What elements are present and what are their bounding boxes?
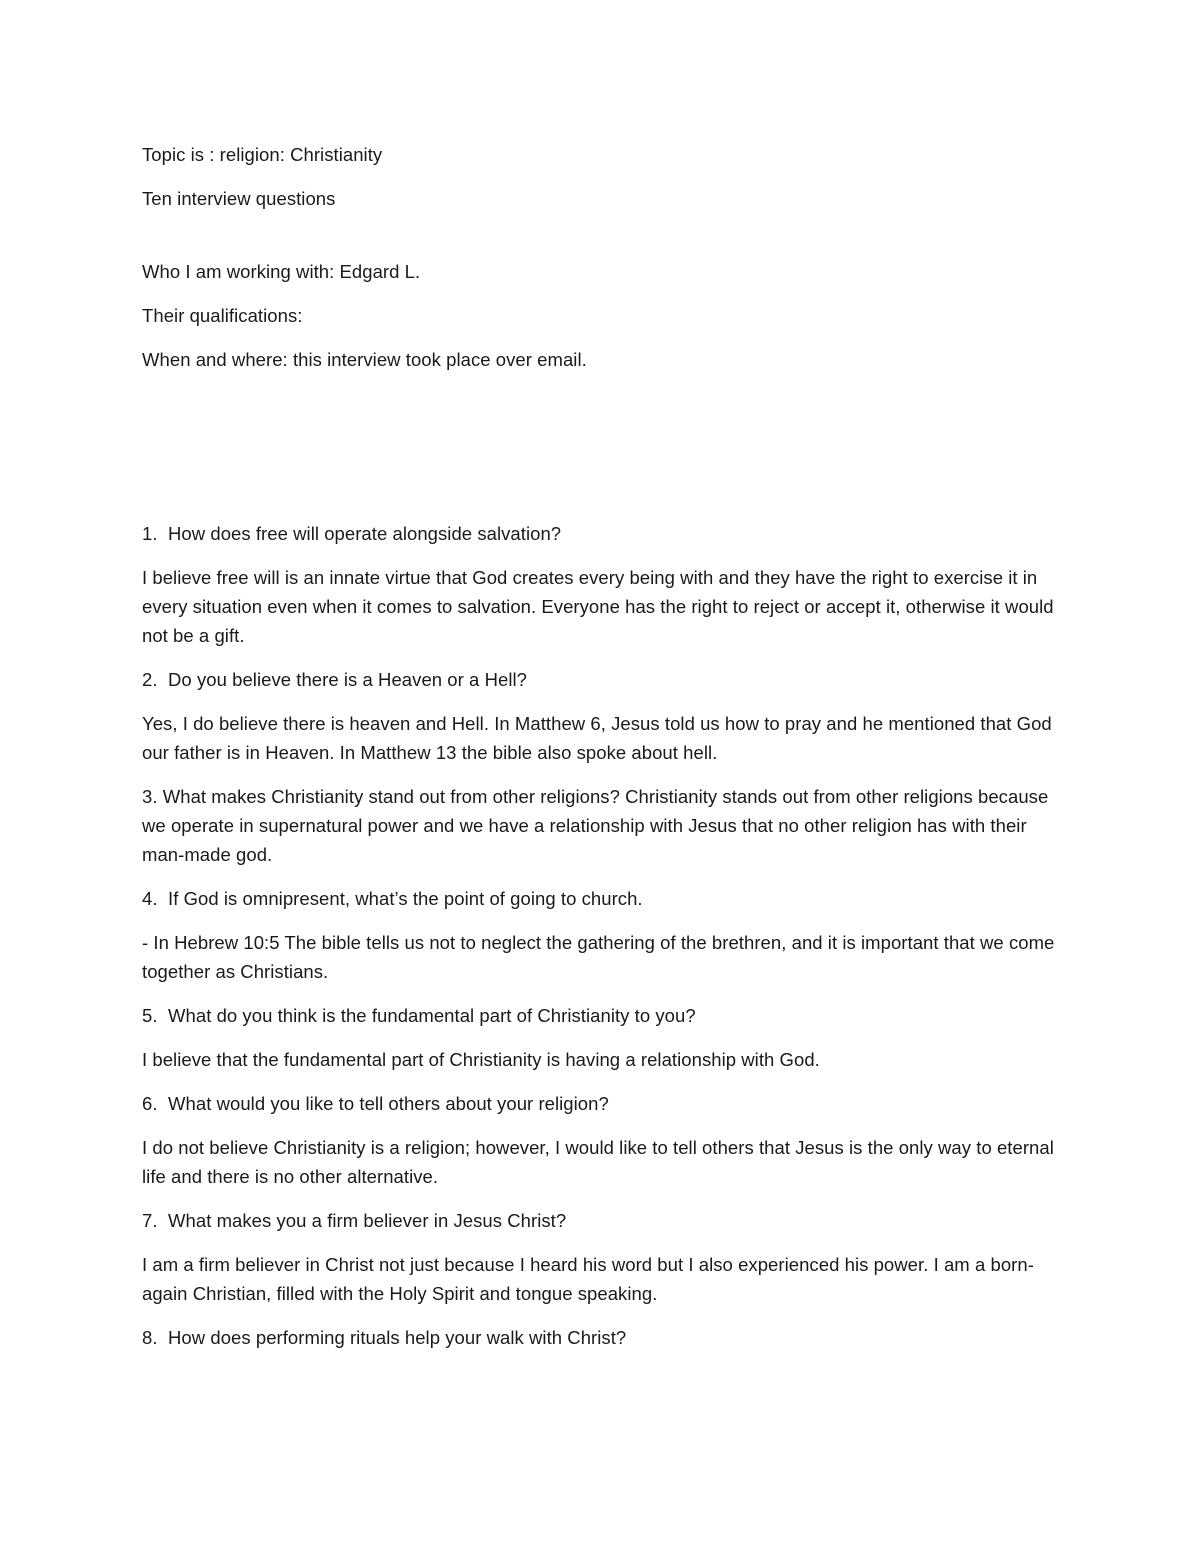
question-4 bbox=[142, 884, 1062, 913]
answer-6: I do not believe Christianity is a religion; however, I would like to tell others that Jesus is the only way to eternal life and there is no other alternative. bbox=[142, 1137, 1054, 1187]
question-number: 1. bbox=[142, 523, 158, 544]
question-7 bbox=[142, 1206, 1062, 1235]
question-number: 4. bbox=[142, 888, 158, 909]
subtitle-line: Ten interview questions bbox=[142, 188, 336, 209]
answer-2: Yes, I do believe there is heaven and Hell. In Matthew 6, Jesus told us how to pray and he mentioned that God our father is in Heaven. In Matthew 13 the bible also spoke about hell. bbox=[142, 713, 1052, 763]
spacer bbox=[142, 389, 1062, 519]
question-1 bbox=[142, 519, 1062, 548]
question-5 bbox=[142, 1001, 1062, 1030]
header-block bbox=[142, 140, 1062, 374]
document-body bbox=[142, 140, 1062, 1367]
qualifications-line: Their qualifications: bbox=[142, 305, 303, 326]
topic-line: Topic is : religion: Christianity bbox=[142, 144, 383, 165]
question-number: 2. bbox=[142, 669, 158, 690]
question-6 bbox=[142, 1089, 1062, 1118]
question-text: Do you believe there is a Heaven or a Hell? bbox=[168, 669, 527, 690]
question-text: How does performing rituals help your walk with Christ? bbox=[168, 1327, 627, 1348]
when-where-line: When and where: this interview took place over email. bbox=[142, 349, 587, 370]
question-number: 6. bbox=[142, 1093, 158, 1114]
question-number: 8. bbox=[142, 1327, 158, 1348]
question-text: If God is omnipresent, what’s the point of going to church. bbox=[168, 888, 643, 909]
answer-7: I am a firm believer in Christ not just because I heard his word but I also experienced his power. I am a born-again Christian, filled with the Holy Spirit and tongue speaking. bbox=[142, 1254, 1034, 1304]
answer-1: I believe free will is an innate virtue that God creates every being with and they have the right to exercise it in every situation even when it comes to salvation. Everyone has the right to reject or accept it, otherwise it would not be a gift. bbox=[142, 567, 1054, 646]
answer-4: - In Hebrew 10:5 The bible tells us not to neglect the gathering of the brethren, and it is important that we come together as Christians. bbox=[142, 932, 1055, 982]
qa-list bbox=[142, 519, 1062, 1352]
question-text: What makes you a firm believer in Jesus Christ? bbox=[168, 1210, 567, 1231]
spacer bbox=[142, 228, 1062, 257]
question-8 bbox=[142, 1323, 1062, 1352]
question-text: What would you like to tell others about your religion? bbox=[168, 1093, 609, 1114]
question-number: 7. bbox=[142, 1210, 158, 1231]
question-2 bbox=[142, 665, 1062, 694]
question-answer-3: 3. What makes Christianity stand out from other religions? Christianity stands out from other religions because we operate in supernatural power and we have a relationship with Jesus that no other religion has with their man-made god. bbox=[142, 786, 1049, 865]
answer-5: I believe that the fundamental part of Christianity is having a relationship with God. bbox=[142, 1049, 820, 1070]
question-number: 5. bbox=[142, 1005, 158, 1026]
question-text: What do you think is the fundamental part of Christianity to you? bbox=[168, 1005, 696, 1026]
question-text: How does free will operate alongside salvation? bbox=[168, 523, 562, 544]
working-with-line: Who I am working with: Edgard L. bbox=[142, 261, 421, 282]
